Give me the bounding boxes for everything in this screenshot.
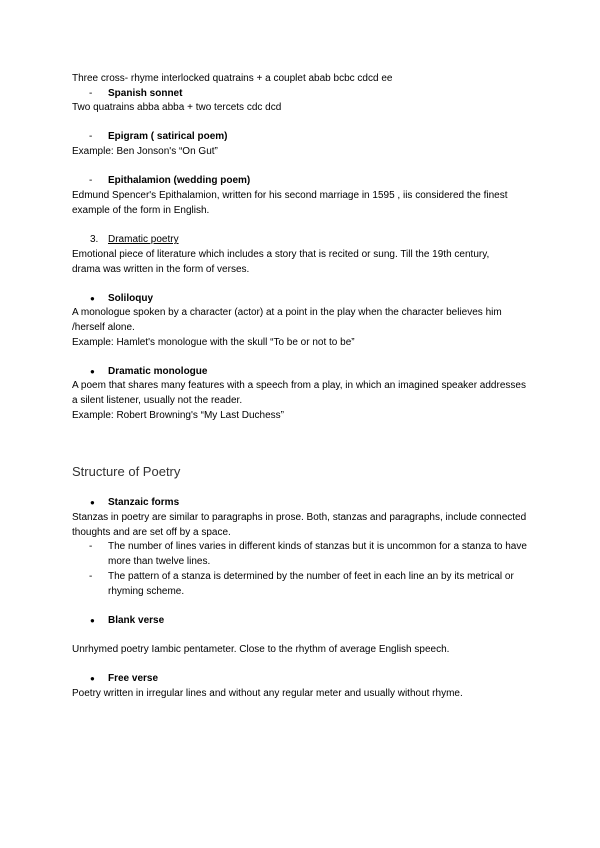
list-item: The pattern of a stanza is determined by the number of feet in each line an by its metrical or rhyming scheme. <box>108 571 514 597</box>
epigram-example: Example: Ben Jonson's “On Gut” <box>72 146 218 157</box>
list-number: 3. <box>90 234 99 245</box>
blank-verse-text: Unrhymed poetry Iambic pentameter. Close to the rhythm of average English speech. <box>72 644 450 655</box>
dramatic-poetry-text: Emotional piece of literature which includes a story that is recited or sung. Till the 19th century, drama was written in the form of verses. <box>72 249 490 275</box>
dash-marker: - <box>89 131 93 142</box>
bullet-marker: ● <box>90 294 95 303</box>
dramatic-monologue-label: Dramatic monologue <box>108 366 208 377</box>
bullet-marker: ● <box>90 616 95 625</box>
sonnet-rhyme-scheme-line: Three cross- rhyme interlocked quatrains + a couplet abab bcbc cdcd ee <box>72 73 393 84</box>
dramatic-monologue-text: A poem that shares many features with a speech from a play, in which an imagined speaker addresses a silent listener, usually not the reader. <box>72 380 526 406</box>
free-verse-label: Free verse <box>108 673 159 684</box>
dash-marker: - <box>89 88 93 99</box>
list-item: The number of lines varies in different kinds of stanzas but it is uncommon for a stanza to have more than twelve lines. <box>108 541 527 567</box>
soliloquy-label: Soliloquy <box>108 293 153 304</box>
stanzaic-forms-label: Stanzaic forms <box>108 497 180 508</box>
bullet-marker: ● <box>90 674 95 683</box>
bullet-marker: ● <box>90 367 95 376</box>
stanzaic-forms-text: Stanzas in poetry are similar to paragraphs in prose. Both, stanzas and paragraphs, include connected thoughts and are set off by a space. <box>72 512 527 538</box>
free-verse-text: Poetry written in irregular lines and without any regular meter and usually without rhyme. <box>72 688 463 699</box>
bullet-marker: ● <box>90 498 95 507</box>
dramatic-monologue-example: Example: Robert Browning's “My Last Duchess” <box>72 410 284 421</box>
section-heading: Structure of Poetry <box>72 464 181 479</box>
dash-marker: - <box>89 175 93 186</box>
soliloquy-example: Example: Hamlet's monologue with the skull “To be or not to be” <box>72 337 355 348</box>
dramatic-poetry-heading: Dramatic poetry <box>108 234 179 245</box>
epigram-label: Epigram ( satirical poem) <box>108 131 228 142</box>
blank-verse-label: Blank verse <box>108 615 165 626</box>
dash-marker: - <box>89 571 93 582</box>
spanish-sonnet-label: Spanish sonnet <box>108 88 183 99</box>
epithalamion-label: Epithalamion (wedding poem) <box>108 175 251 186</box>
spanish-sonnet-text: Two quatrains abba abba + two tercets cdc dcd <box>72 102 282 113</box>
soliloquy-text: A monologue spoken by a character (actor) at a point in the play when the character believes him /herself alone. <box>72 307 502 333</box>
epithalamion-text: Edmund Spencer's Epithalamion, written for his second marriage in 1595 , iis considered the finest example of the form in English. <box>72 190 508 216</box>
dash-marker: - <box>89 541 93 552</box>
